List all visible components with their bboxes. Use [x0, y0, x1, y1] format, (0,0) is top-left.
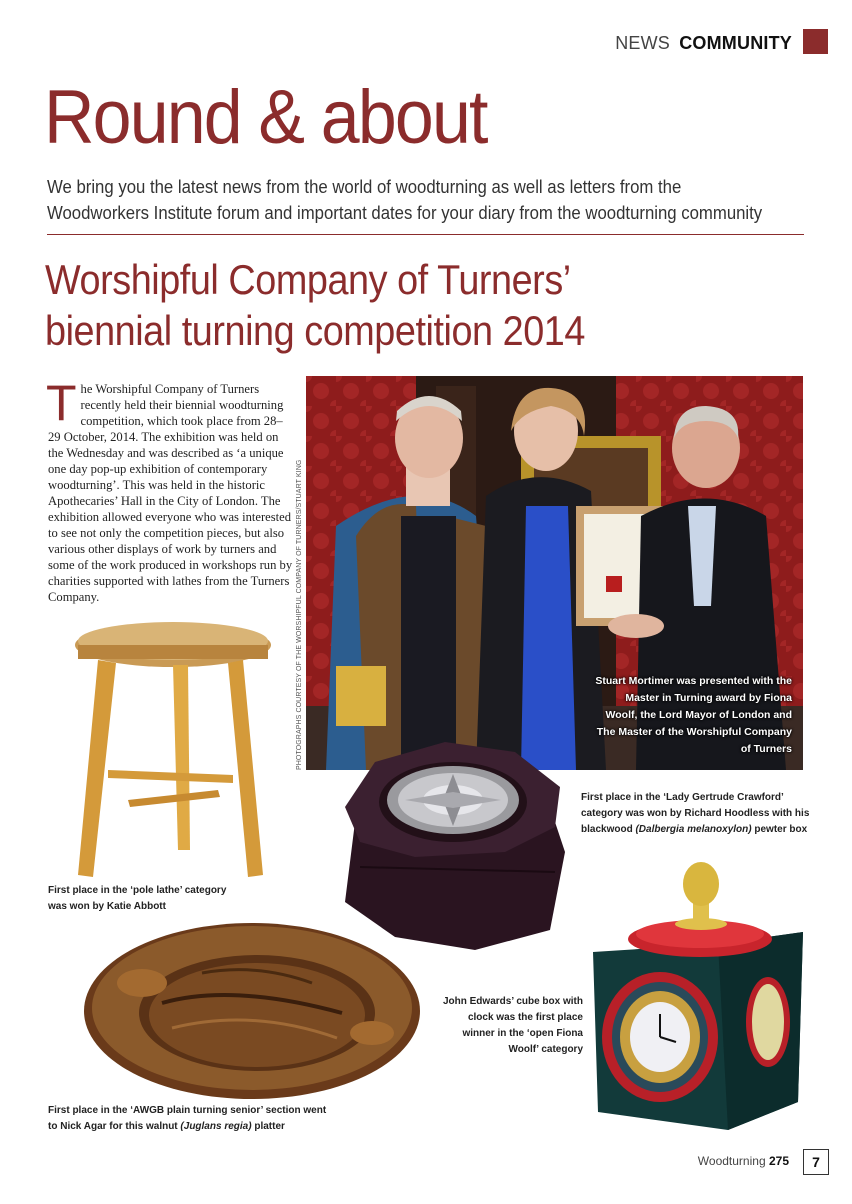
- pewter-caption-species: (Dalbergia melanoxylon): [635, 824, 752, 835]
- platter-caption: [48, 1103, 328, 1135]
- platter-caption-text: First place in the ‘AWGB plain turning senior’ section went to Nick Agar for this walnut: [48, 1105, 327, 1132]
- divider: [47, 234, 804, 235]
- page-title: Round & about: [44, 75, 487, 160]
- article-headline: [45, 254, 675, 356]
- cube-box-image: [588, 862, 808, 1134]
- issue-number: 275: [768, 1154, 789, 1168]
- drop-cap: T: [46, 375, 77, 431]
- page-number: 7: [803, 1149, 829, 1175]
- section-label: NEWS: [615, 33, 670, 53]
- article-body: [46, 375, 293, 605]
- footer-folio: [698, 1154, 789, 1168]
- award-photo-caption: Stuart Mortimer was presented with the Master in Turning award by Fiona Woolf, the Lord Mayor of London and The Master of the Worshipful Company of Turners: [595, 675, 792, 755]
- pewter-box-caption: [581, 790, 811, 838]
- cube-box-caption: John Edwards’ cube box with clock was the first place winner in the ‘open Fiona Woolf’ category: [442, 996, 583, 1055]
- photo-credit: PHOTOGRAPHS COURTESY OF THE WORSHIPFUL COMPANY OF TURNERS/STUART KING: [296, 459, 303, 770]
- intro-text: We bring you the latest news from the world of woodturning as well as letters from the Woodworkers Institute forum and important dates for your diary from the woodturning community: [47, 177, 763, 223]
- section-marker: [803, 29, 828, 54]
- platter-image: [82, 913, 422, 1103]
- magazine-name: Woodturning: [697, 1154, 766, 1168]
- headline-line-1: Worshipful Company of Turners’: [45, 256, 571, 303]
- platter-caption-end: platter: [251, 1121, 285, 1132]
- award-photo: [306, 376, 803, 770]
- category-label: COMMUNITY: [679, 33, 792, 53]
- pewter-caption-end: pewter box: [751, 824, 808, 835]
- stool-caption: First place in the ‘pole lathe’ category was won by Katie Abbott: [48, 885, 227, 912]
- pewter-caption-text: First place in the ‘Lady Gertrude Crawford’ category was won by Richard Hoodless with his blackwood: [581, 792, 810, 835]
- section-tag: [615, 33, 792, 54]
- stool-image: [68, 615, 278, 880]
- article-body-text: he Worshipful Company of Turners recently held their biennial woodturning competition, which took place from 28–29 October, 2014. The exhibition was held on the Wednesday and was described as ‘a unique one day pop-up exhibition of contemporary woodturning’. This was held in the historic Apothecaries’ Hall in the City of London. The exhibition allowed everyone who was interested to see not only the competition pieces, but also various other displays of work by turners and some of the work produced in workshops run by charities supported with lathes from the Turners Company.: [48, 382, 293, 604]
- headline-line-2: biennial turning competition 2014: [45, 307, 585, 354]
- platter-caption-species: (Juglans regia): [180, 1121, 252, 1132]
